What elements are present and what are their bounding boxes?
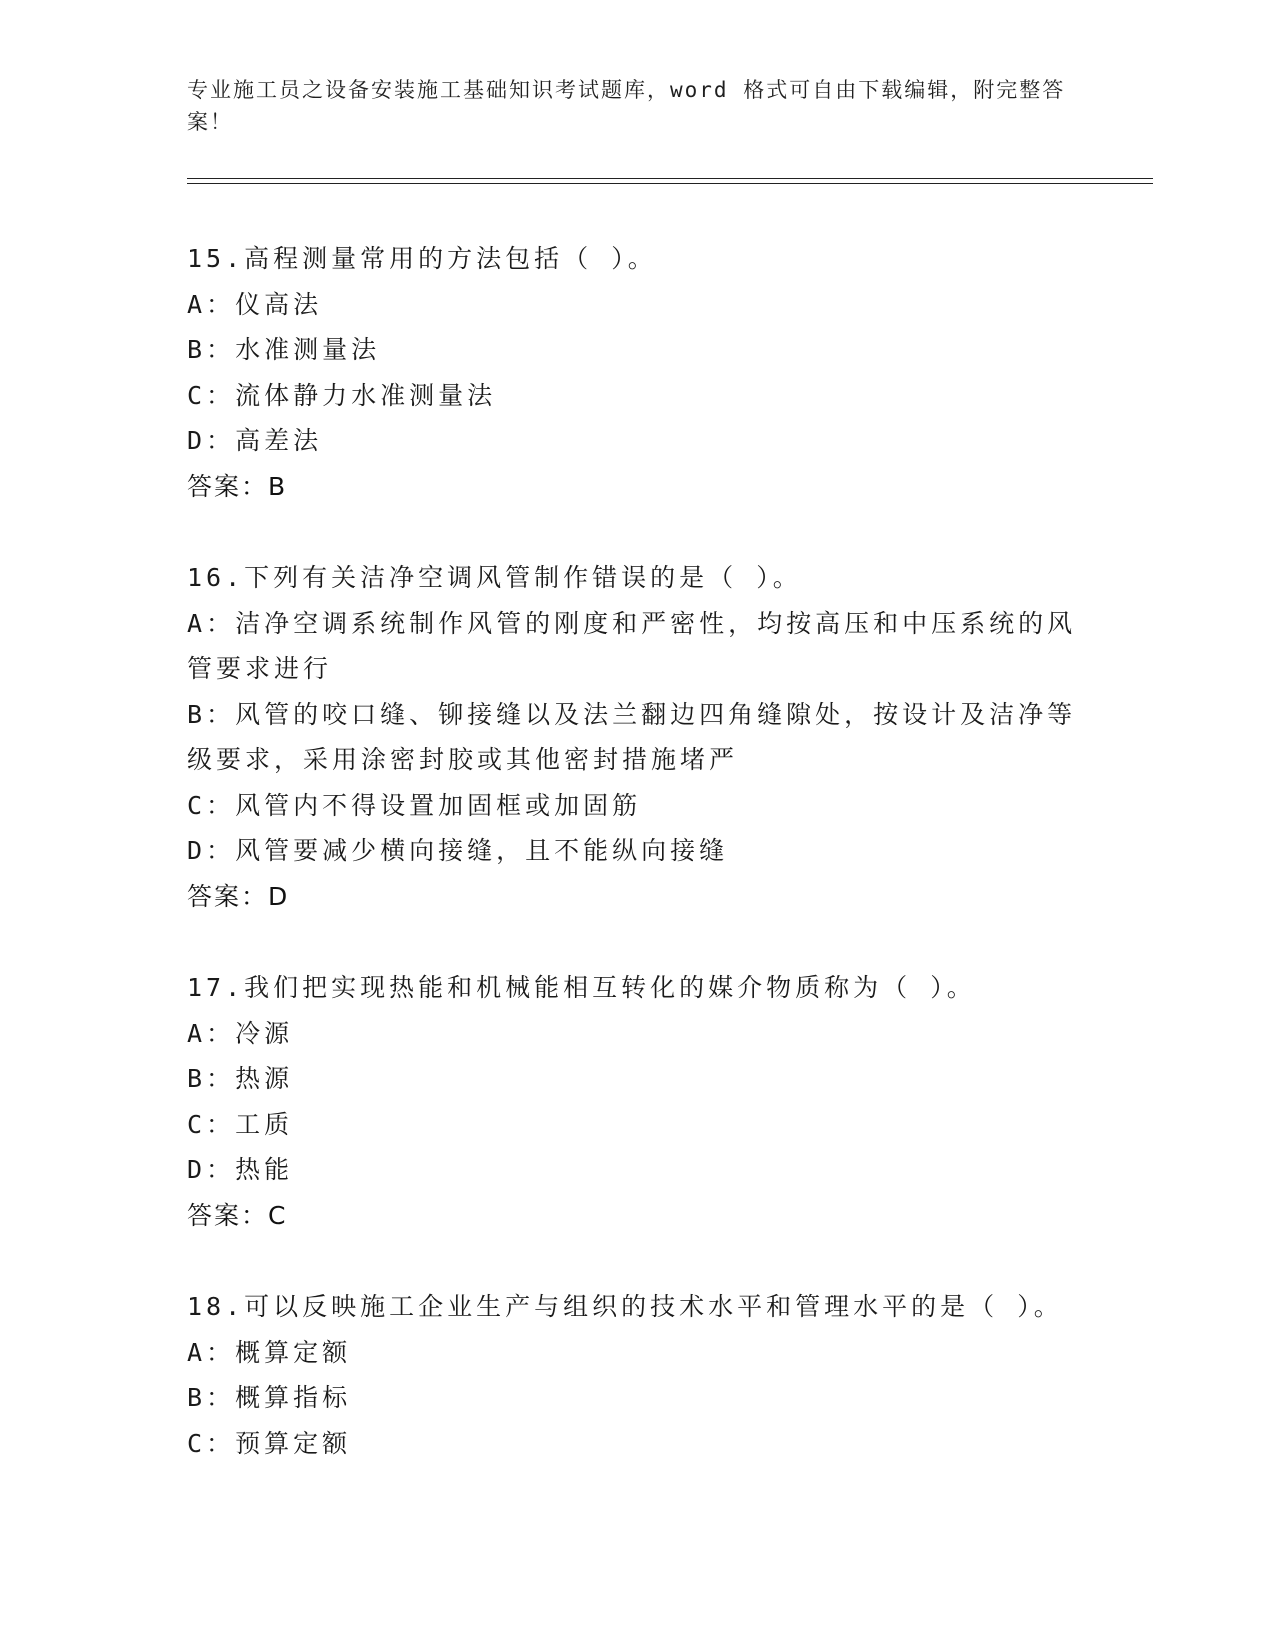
option-text: 流体静力水准测量法	[235, 380, 497, 410]
header-divider-bottom	[187, 183, 1153, 184]
question-18	[187, 1284, 1087, 1466]
option-d	[187, 418, 1087, 464]
answer-line: 答案：B	[187, 471, 288, 501]
option-a	[187, 1330, 1087, 1376]
option-text: 洁净空调系统制作风管的刚度和严密性，均按高压和中压系统的风管要求进行	[187, 608, 1077, 683]
option-b	[187, 1056, 1087, 1102]
answer-line: 答案：D	[187, 881, 290, 911]
option-a	[187, 282, 1087, 328]
header-divider-top	[187, 178, 1153, 179]
option-letter: B：	[187, 335, 236, 364]
option-b	[187, 692, 1087, 783]
question-list	[187, 236, 1087, 1512]
option-text: 仪高法	[235, 289, 323, 319]
option-text: 风管要减少横向接缝，且不能纵向接缝	[235, 836, 729, 865]
option-text: 预算定额	[235, 1428, 352, 1458]
option-text: 热能	[235, 1155, 294, 1184]
option-text: 概算指标	[235, 1383, 352, 1412]
option-letter: A：	[187, 608, 236, 638]
option-b	[187, 1375, 1087, 1421]
answer-line: 答案：C	[187, 1200, 288, 1230]
option-d	[187, 1147, 1087, 1193]
option-text: 水准测量法	[235, 335, 381, 364]
option-letter: A：	[187, 1018, 236, 1048]
option-letter: C：	[187, 1428, 236, 1458]
question-16	[187, 555, 1087, 919]
option-c	[187, 1102, 1087, 1148]
question-17	[187, 965, 1087, 1238]
question-title: 17.我们把实现热能和机械能相互转化的媒介物质称为（ ）。	[187, 973, 976, 1002]
option-a	[187, 1011, 1087, 1057]
option-c	[187, 783, 1087, 829]
option-text: 高差法	[235, 426, 323, 455]
option-text: 热源	[235, 1064, 294, 1093]
option-text: 风管的咬口缝、铆接缝以及法兰翻边四角缝隙处，按设计及洁净等级要求，采用涂密封胶或其他密封措施堵严	[187, 699, 1077, 774]
option-c	[187, 373, 1087, 419]
option-text: 冷源	[235, 1018, 294, 1048]
option-c	[187, 1421, 1087, 1467]
option-letter: C：	[187, 790, 236, 820]
option-letter: D：	[187, 1155, 236, 1184]
option-a	[187, 601, 1087, 692]
option-text: 风管内不得设置加固框或加固筋	[235, 790, 642, 820]
option-letter: B：	[187, 1383, 236, 1412]
option-letter: A：	[187, 1337, 236, 1367]
option-letter: D：	[187, 426, 236, 455]
question-15	[187, 236, 1087, 509]
document-header: 专业施工员之设备安装施工基础知识考试题库，word 格式可自由下载编辑，附完整答案！	[187, 78, 1066, 134]
question-title: 15.高程测量常用的方法包括（ ）。	[187, 244, 657, 273]
option-text: 概算定额	[235, 1337, 352, 1367]
option-b	[187, 327, 1087, 373]
option-d	[187, 828, 1087, 874]
option-text: 工质	[235, 1109, 294, 1139]
question-title: 16.下列有关洁净空调风管制作错误的是（ ）。	[187, 563, 802, 592]
option-letter: B：	[187, 699, 236, 729]
option-letter: C：	[187, 1109, 236, 1139]
option-letter: D：	[187, 836, 236, 865]
option-letter: B：	[187, 1064, 236, 1093]
option-letter: C：	[187, 380, 236, 410]
option-letter: A：	[187, 289, 236, 319]
question-title: 18.可以反映施工企业生产与组织的技术水平和管理水平的是（ ）。	[187, 1292, 1063, 1321]
